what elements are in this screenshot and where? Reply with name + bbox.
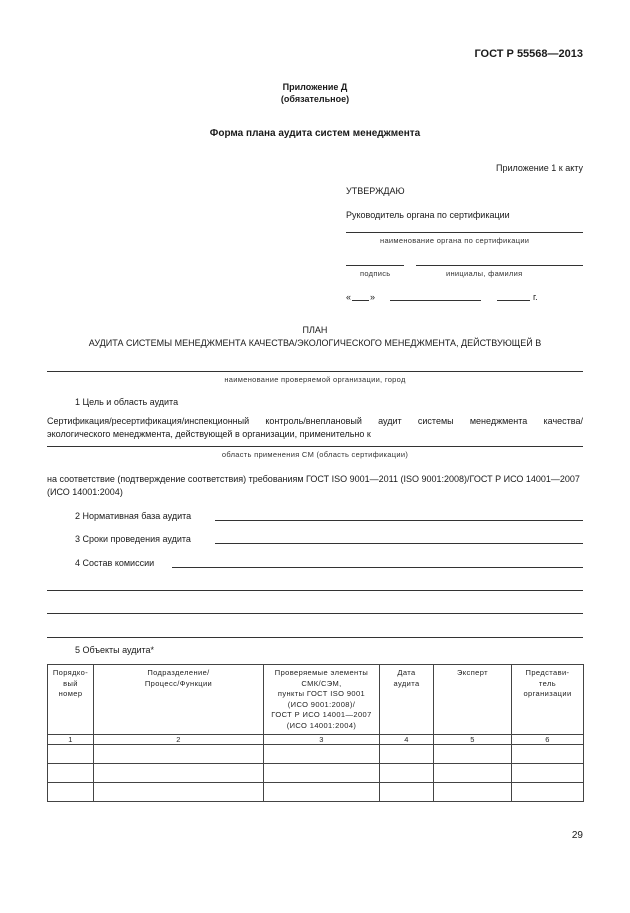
standard-number: ГОСТ Р 55568—2013 bbox=[474, 48, 583, 60]
org-name-line[interactable] bbox=[346, 232, 583, 233]
table-cell[interactable] bbox=[512, 745, 584, 764]
form-title: Форма плана аудита систем менеджмента bbox=[209, 128, 421, 139]
table-number-row bbox=[48, 735, 584, 745]
column-number: 5 bbox=[434, 735, 512, 745]
normative-base-line[interactable] bbox=[215, 520, 583, 521]
page-number: 29 bbox=[571, 830, 583, 841]
table-cell[interactable] bbox=[94, 783, 264, 802]
organization-line[interactable] bbox=[47, 371, 583, 372]
year-suffix: г. bbox=[533, 292, 538, 302]
commission-line-4[interactable] bbox=[47, 637, 583, 638]
audit-dates-line[interactable] bbox=[215, 543, 583, 544]
appendix-subtitle: (обязательное) bbox=[280, 94, 350, 104]
table-cell[interactable] bbox=[94, 764, 264, 783]
section-1-heading: 1 Цель и область аудита bbox=[75, 397, 179, 407]
compliance-text: на соответствие (подтверждение соответствия) требованиям ГОСТ ISO 9001—2011 (ISO 9001:2008)/ГОСТ Р ИСО 14001—2007 (ИСО 14001:2004) bbox=[47, 474, 580, 497]
header-order-number: Порядко- вый номер bbox=[48, 665, 94, 735]
commission-line-2[interactable] bbox=[47, 590, 583, 591]
plan-title: ПЛАН bbox=[302, 325, 328, 335]
table-cell[interactable] bbox=[380, 745, 434, 764]
section-3-heading: 3 Сроки проведения аудита bbox=[75, 534, 191, 544]
section-1-text-line2: экологического менеджмента, действующей в организации, применительно к bbox=[47, 429, 371, 439]
table-cell[interactable] bbox=[264, 745, 380, 764]
date-year-line[interactable] bbox=[497, 300, 530, 301]
act-reference: Приложение 1 к акту bbox=[496, 163, 583, 173]
table-cell[interactable] bbox=[48, 783, 94, 802]
org-name-hint: наименование органа по сертификации bbox=[380, 236, 530, 245]
header-department: Подразделение/ Процесс/Функции bbox=[94, 665, 264, 735]
scope-line[interactable] bbox=[47, 446, 583, 447]
table-cell[interactable] bbox=[380, 783, 434, 802]
organization-hint: наименование проверяемой организации, город bbox=[224, 375, 406, 384]
column-number: 4 bbox=[380, 735, 434, 745]
scope-hint: область применения СМ (область сертификации) bbox=[221, 450, 409, 459]
date-day-line[interactable] bbox=[352, 300, 369, 301]
full-name-line[interactable] bbox=[416, 265, 583, 266]
section-1-text-line1: Сертификация/ресертификация/инспекционный контроль/внеплановый аудит системы менеджмента качества/ bbox=[47, 416, 583, 426]
head-label: Руководитель органа по сертификации bbox=[346, 210, 510, 220]
header-representative: Представи- тель организации bbox=[512, 665, 584, 735]
plan-subtitle: АУДИТА СИСТЕМЫ МЕНЕДЖМЕНТА КАЧЕСТВА/ЭКОЛОГИЧЕСКОГО МЕНЕДЖМЕНТА, ДЕЙСТВУЮЩЕЙ В bbox=[88, 338, 542, 348]
header-checked-elements: Проверяемые элементы СМК/СЭМ, пункты ГОСТ ISO 9001 (ИСО 9001:2008)/ ГОСТ Р ИСО 14001—2007 (ИСО 14001:2004) bbox=[264, 665, 380, 735]
column-number: 6 bbox=[512, 735, 584, 745]
commission-line-3[interactable] bbox=[47, 613, 583, 614]
approve-label: УТВЕРЖДАЮ bbox=[346, 186, 405, 196]
table-cell[interactable] bbox=[434, 764, 512, 783]
date-month-line[interactable] bbox=[390, 300, 481, 301]
header-audit-date: Дата аудита bbox=[380, 665, 434, 735]
table-cell[interactable] bbox=[434, 745, 512, 764]
table-cell[interactable] bbox=[512, 783, 584, 802]
section-2-heading: 2 Нормативная база аудита bbox=[75, 511, 192, 521]
header-expert: Эксперт bbox=[434, 665, 512, 735]
table-row bbox=[48, 764, 584, 783]
signature-hint: подпись bbox=[360, 269, 391, 278]
table-cell[interactable] bbox=[94, 745, 264, 764]
table-row bbox=[48, 783, 584, 802]
table-row bbox=[48, 745, 584, 764]
section-4-heading: 4 Состав комиссии bbox=[75, 558, 155, 568]
table-cell[interactable] bbox=[264, 764, 380, 783]
commission-line-1[interactable] bbox=[172, 567, 583, 568]
table-cell[interactable] bbox=[48, 764, 94, 783]
appendix-title: Приложение Д bbox=[282, 82, 348, 92]
section-5-heading: 5 Объекты аудита* bbox=[75, 645, 155, 655]
table-cell[interactable] bbox=[434, 783, 512, 802]
table-cell[interactable] bbox=[48, 745, 94, 764]
column-number: 1 bbox=[48, 735, 94, 745]
audit-objects-table bbox=[47, 664, 584, 802]
table-cell[interactable] bbox=[380, 764, 434, 783]
signature-line[interactable] bbox=[346, 265, 404, 266]
table-cell[interactable] bbox=[512, 764, 584, 783]
date-close-quote: » bbox=[370, 292, 376, 302]
table-cell[interactable] bbox=[264, 783, 380, 802]
full-name-hint: инициалы, фамилия bbox=[446, 269, 523, 278]
date-open-quote: « bbox=[346, 292, 352, 302]
column-number: 2 bbox=[94, 735, 264, 745]
table-header-row bbox=[48, 665, 584, 735]
column-number: 3 bbox=[264, 735, 380, 745]
